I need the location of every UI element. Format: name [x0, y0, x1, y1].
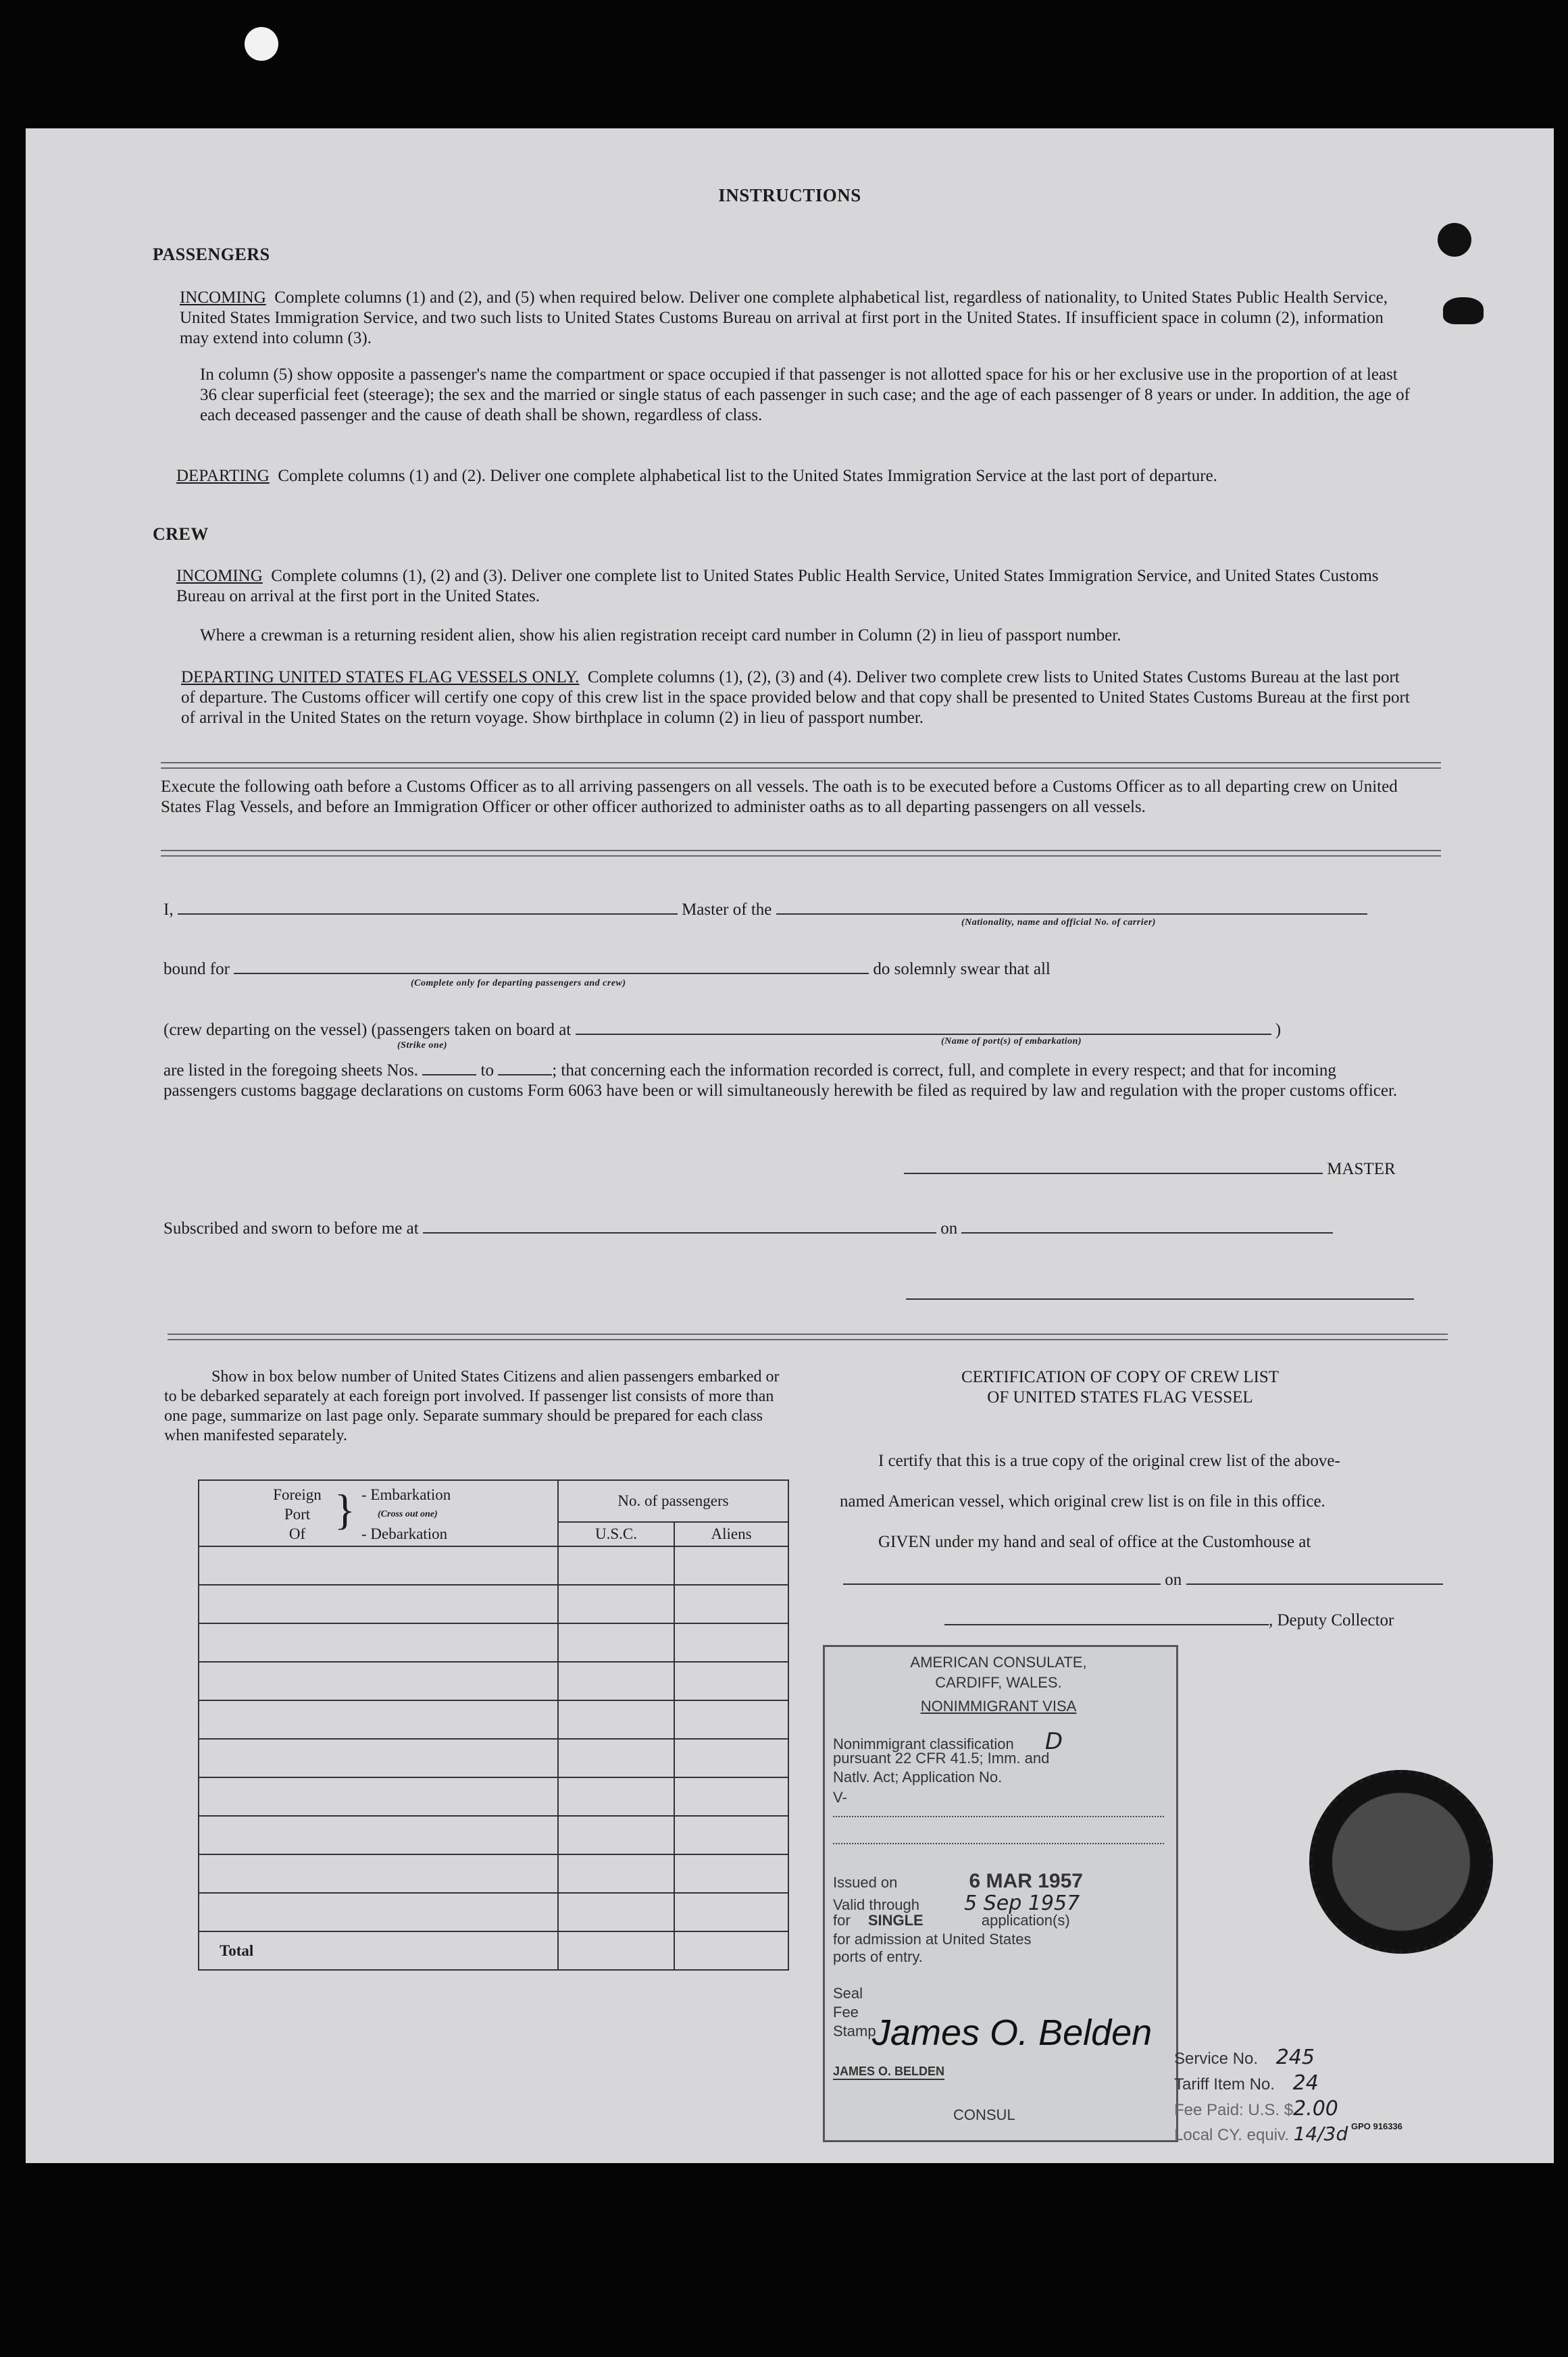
- stamp-valid-label: Valid through: [833, 1896, 920, 1913]
- punch-hole: [245, 27, 278, 61]
- customhouse-field[interactable]: [843, 1569, 1161, 1585]
- certification-date-field[interactable]: [1186, 1569, 1443, 1585]
- port-cell[interactable]: [199, 1739, 558, 1777]
- stamp-classification-label: Nonimmigrant classification: [833, 1735, 1014, 1752]
- total-usc-cell[interactable]: [558, 1931, 674, 1970]
- nationality-caption: (Nationality, name and official No. of carrier): [961, 917, 1156, 928]
- deputy-signature-field[interactable]: [944, 1609, 1269, 1625]
- crew-incoming: [176, 566, 1416, 607]
- deputy-label: , Deputy Collector: [1269, 1611, 1394, 1629]
- stamp-issued-label: Issued on: [833, 1874, 898, 1891]
- tariff-row: [1174, 2071, 1444, 2097]
- bound-for-field[interactable]: [234, 958, 869, 974]
- local-label: Local CY. equiv.: [1174, 2126, 1289, 2144]
- table-row: [199, 1893, 788, 1931]
- brace: }: [334, 1486, 355, 1534]
- stamp-ports: ports of entry.: [833, 1948, 923, 1965]
- port-cell[interactable]: [199, 1854, 558, 1893]
- aliens-cell[interactable]: [674, 1893, 788, 1931]
- passengers-column5-text: In column (5) show opposite a passenger's name the compartment or space occupied if that passenger is not allotted space for his or her exclusive use in the proportion of at least 36 clear superficial feet (steerage); the sex and the married or single status of each passenger in such case; and the age of each passenger of 8 years or under. In addition, the age of each deceased passenger and the cause of death shall be shown, regardless of class.: [200, 365, 1410, 424]
- table-row-total: [199, 1931, 788, 1970]
- fee-paid-value: 2.00: [1293, 2097, 1338, 2121]
- table-row: [199, 1585, 788, 1623]
- usc-cell[interactable]: [558, 1623, 674, 1662]
- summary-intro: Show in box below number of United States Citizens and alien passengers embarked or to be debarked separately at each foreign port involved. If passenger list consists of more than one page, summarize on last page only. Separate summary should be prepared for each class when manifested separately.: [164, 1368, 780, 1444]
- passengers-incoming-text: Complete columns (1) and (2), and (5) when required below. Deliver one complete alphabetical list, regardless of nationality, to United States Public Health Service, United States Immigration Service, and two such lists to United States Customs Bureau on arrival at first port in the United States. If insufficient space in column (2), information may extend into column (3).: [180, 288, 1388, 347]
- stamp-dotted-line: [833, 1816, 1164, 1817]
- oath-i-label: I,: [163, 901, 174, 919]
- local-value: 14/3d: [1293, 2123, 1348, 2145]
- stamp-for: [833, 1912, 1070, 1929]
- debarkation-label: - Debarkation: [361, 1525, 448, 1542]
- stamp-admission: for admission at United States: [833, 1931, 1032, 1948]
- stamp-visa-type: NONIMMIGRANT VISA: [920, 1698, 1077, 1715]
- port-cell[interactable]: [199, 1700, 558, 1739]
- aliens-cell[interactable]: [674, 1739, 788, 1777]
- stamp-for-label: for: [833, 1912, 851, 1929]
- aliens-cell[interactable]: [674, 1816, 788, 1854]
- usc-header: U.S.C.: [558, 1522, 674, 1546]
- aliens-cell[interactable]: [674, 1585, 788, 1623]
- divider: [168, 1334, 1448, 1340]
- bound-for-label: bound for: [163, 960, 230, 978]
- swear-label: do solemnly swear that all: [873, 960, 1051, 978]
- oath-line-i: [163, 898, 1440, 920]
- stamp-seal-label: Seal: [833, 1985, 863, 2002]
- departing-caption: (Complete only for departing passengers and crew): [411, 978, 626, 988]
- usc-cell[interactable]: [558, 1777, 674, 1816]
- passenger-summary-table: [198, 1479, 789, 1971]
- cross-out-label: (Cross out one): [378, 1509, 438, 1519]
- master-of-label: Master of the: [682, 901, 772, 919]
- aliens-cell[interactable]: [674, 1700, 788, 1739]
- listed-rest: ; that concerning each the information recorded is correct, full, and complete in every respect; and that for incoming passengers customs baggage declarations on customs Form 6063 have been or will simultaneously herewith be filed as required by law and regulation with the proper customs officer.: [163, 1061, 1398, 1100]
- certification-line1: I certify that this is a true copy of the original crew list of the above-: [878, 1452, 1340, 1470]
- oath-intro: Execute the following oath before a Customs Officer as to all arriving passengers on all vessels. The oath is to be executed before a Customs Officer as to all departing crew on United States Flag Vessels, and before an Immigration Officer or other officer authorized to administer oaths as to all departing passengers on all vessels.: [161, 778, 1398, 816]
- usc-cell[interactable]: [558, 1816, 674, 1854]
- of-label: Of: [288, 1525, 306, 1542]
- oath-listed: [163, 1059, 1413, 1101]
- crew-heading: CREW: [153, 524, 209, 544]
- customhouse-line: [843, 1569, 1451, 1590]
- divider: [161, 850, 1441, 857]
- listed-to: to: [480, 1061, 494, 1080]
- embarkation-label: - Embarkation: [361, 1486, 451, 1503]
- stamp-consul: CONSUL: [953, 2106, 1015, 2123]
- strike-caption: (Strike one): [397, 1040, 448, 1050]
- oath-line-bound: [163, 958, 1440, 980]
- subscribed-place-field[interactable]: [423, 1217, 936, 1234]
- service-no-value: 245: [1275, 2046, 1315, 2069]
- document-page: [26, 128, 1554, 2163]
- port-cell[interactable]: [199, 1546, 558, 1585]
- port-cell[interactable]: [199, 1816, 558, 1854]
- usc-cell[interactable]: [558, 1739, 674, 1777]
- subscribed-date-field[interactable]: [961, 1217, 1333, 1234]
- crew-incoming-label: INCOMING: [176, 567, 263, 585]
- certification-on-label: on: [1165, 1571, 1182, 1589]
- table-row: [199, 1854, 788, 1893]
- stamp-valid-value: 5 Sep 1957: [964, 1892, 1080, 1915]
- service-no-label: Service No.: [1174, 2050, 1259, 2068]
- total-aliens-cell[interactable]: [674, 1931, 788, 1970]
- stamp-for-value: SINGLE: [867, 1912, 924, 1929]
- stamp-classification-value: D: [1044, 1728, 1063, 1755]
- embarkation-port-field[interactable]: [576, 1019, 1271, 1035]
- consul-signature: James O. Belden: [872, 2012, 1153, 2053]
- passengers-heading: PASSENGERS: [153, 245, 270, 264]
- service-no-row: [1174, 2046, 1444, 2071]
- crew-departing-label-text: (crew departing on the vessel) (passengers taken on board at: [163, 1021, 572, 1039]
- passengers-incoming: [180, 288, 1416, 349]
- master-label: MASTER: [1327, 1160, 1396, 1178]
- subscribed-line: [163, 1217, 1440, 1239]
- crew-departing-label: DEPARTING UNITED STATES FLAG VESSELS ONLY.: [181, 668, 580, 686]
- usc-cell[interactable]: [558, 1700, 674, 1739]
- passengers-departing-text: Complete columns (1) and (2). Deliver one complete alphabetical list to the United States Immigration Service at the last port of departure.: [278, 467, 1217, 485]
- aliens-cell[interactable]: [674, 1662, 788, 1700]
- sheet-to-field[interactable]: [498, 1059, 552, 1075]
- certification-heading-line2: OF UNITED STATES FLAG VESSEL: [987, 1388, 1253, 1406]
- port-cell[interactable]: [199, 1777, 558, 1816]
- certification-heading-line1: CERTIFICATION OF COPY OF CREW LIST: [961, 1368, 1280, 1386]
- tariff-label: Tariff Item No.: [1174, 2075, 1275, 2094]
- stamp-dotted-line: [833, 1843, 1164, 1844]
- total-label: Total: [199, 1931, 558, 1970]
- stamp-stamp-label: Stamp: [833, 2023, 876, 2039]
- no-passengers-header: No. of passengers: [558, 1480, 788, 1522]
- officer-signature-field[interactable]: [906, 1284, 1414, 1300]
- stamp-issued-value: 6 MAR 1957: [969, 1870, 1083, 1892]
- gpo-mark: GPO 916336: [1351, 2121, 1402, 2131]
- fee-box: [1174, 2046, 1444, 2148]
- table-row: [199, 1739, 788, 1777]
- port-cell[interactable]: [199, 1893, 558, 1931]
- close-paren: ): [1275, 1021, 1282, 1039]
- certification-line2: named American vessel, which original crew list is on file in this office.: [840, 1492, 1325, 1511]
- carrier-field[interactable]: [776, 898, 1367, 915]
- passengers-departing-label: DEPARTING: [176, 467, 270, 485]
- certification-line3: GIVEN under my hand and seal of office at the Customhouse at: [878, 1533, 1311, 1551]
- page-title: INSTRUCTIONS: [718, 185, 861, 205]
- master-signature-field[interactable]: [904, 1158, 1323, 1174]
- usc-cell[interactable]: [558, 1893, 674, 1931]
- stamp-city: CARDIFF, WALES.: [935, 1674, 1062, 1691]
- deputy-line: [944, 1609, 1471, 1631]
- table-row: [199, 1662, 788, 1700]
- visa-stamp: [823, 1645, 1178, 2142]
- ink-blot: [1443, 297, 1484, 324]
- aliens-header: Aliens: [674, 1522, 788, 1546]
- crew-resident: Where a crewman is a returning resident alien, show his alien registration receipt card number in Column (2) in lieu of passport number.: [200, 626, 1121, 644]
- crew-departing: [181, 667, 1416, 728]
- foreign-label: Foreign: [273, 1486, 322, 1503]
- fee-paid-row: [1174, 2097, 1444, 2123]
- crew-incoming-text: Complete columns (1), (2) and (3). Deliver one complete list to United States Public Health Service, United States Immigration Service, and United States Customs Bureau on arrival at the first port in the United States.: [176, 567, 1379, 605]
- ports-caption: (Name of port(s) of embarkation): [941, 1036, 1082, 1046]
- stamp-v-label: V-: [833, 1789, 847, 1806]
- ink-blot: [1438, 223, 1471, 257]
- stamp-consul-name: JAMES O. BELDEN: [833, 2064, 944, 2080]
- stamp-pursuant: pursuant 22 CFR 41.5; Imm. and: [833, 1750, 1050, 1767]
- oath-line-crew: [163, 1019, 1440, 1040]
- aliens-cell[interactable]: [674, 1546, 788, 1585]
- subscribed-on-label: on: [940, 1219, 958, 1238]
- table-row: [199, 1623, 788, 1662]
- master-signature-line: [904, 1158, 1431, 1180]
- port-cell[interactable]: [199, 1662, 558, 1700]
- stamp-act: Natlv. Act; Application No.: [833, 1769, 1003, 1785]
- certification-heading: [830, 1367, 1411, 1408]
- table-row: [199, 1816, 788, 1854]
- fee-paid-label: Fee Paid: U.S. $: [1174, 2101, 1294, 2119]
- usc-cell[interactable]: [558, 1662, 674, 1700]
- stamp-application: application(s): [981, 1912, 1070, 1929]
- passengers-incoming-label: INCOMING: [180, 288, 266, 307]
- stamp-consulate: AMERICAN CONSULATE,: [910, 1654, 1087, 1671]
- table-row: [199, 1546, 788, 1585]
- aliens-cell[interactable]: [674, 1854, 788, 1893]
- port-cell[interactable]: [199, 1585, 558, 1623]
- divider: [161, 762, 1441, 769]
- table-row: [199, 1777, 788, 1816]
- tariff-value: 24: [1292, 2071, 1319, 2095]
- port-cell[interactable]: [199, 1623, 558, 1662]
- stamp-fee-label: Fee: [833, 2004, 859, 2021]
- aliens-cell[interactable]: [674, 1623, 788, 1662]
- usc-cell[interactable]: [558, 1546, 674, 1585]
- master-name-field[interactable]: [178, 898, 678, 915]
- usc-cell[interactable]: [558, 1854, 674, 1893]
- foreign-port-header: [199, 1480, 558, 1546]
- passengers-departing: [176, 466, 1416, 486]
- port-label: Port: [284, 1506, 311, 1523]
- listed-prefix: are listed in the foregoing sheets Nos.: [163, 1061, 418, 1080]
- embossed-seal: [1309, 1770, 1493, 1954]
- crew-departing-text: Complete columns (1), (2), (3) and (4). Deliver two complete crew lists to United States Customs Bureau at the last port of departure. The Customs officer will certify one copy of this crew list in the space provided below and that copy shall be presented to United States Customs Bureau at the first port of arrival in the United States on the return voyage. Show birthplace in column (2) in lieu of passport number.: [181, 668, 1410, 727]
- stamp-issued: [833, 1870, 1083, 1893]
- sheet-from-field[interactable]: [422, 1059, 476, 1075]
- subscribed-label: Subscribed and sworn to before me at: [163, 1219, 419, 1238]
- local-row: [1174, 2123, 1444, 2148]
- passengers-column5: [200, 365, 1416, 426]
- aliens-cell[interactable]: [674, 1777, 788, 1816]
- usc-cell[interactable]: [558, 1585, 674, 1623]
- table-row: [199, 1700, 788, 1739]
